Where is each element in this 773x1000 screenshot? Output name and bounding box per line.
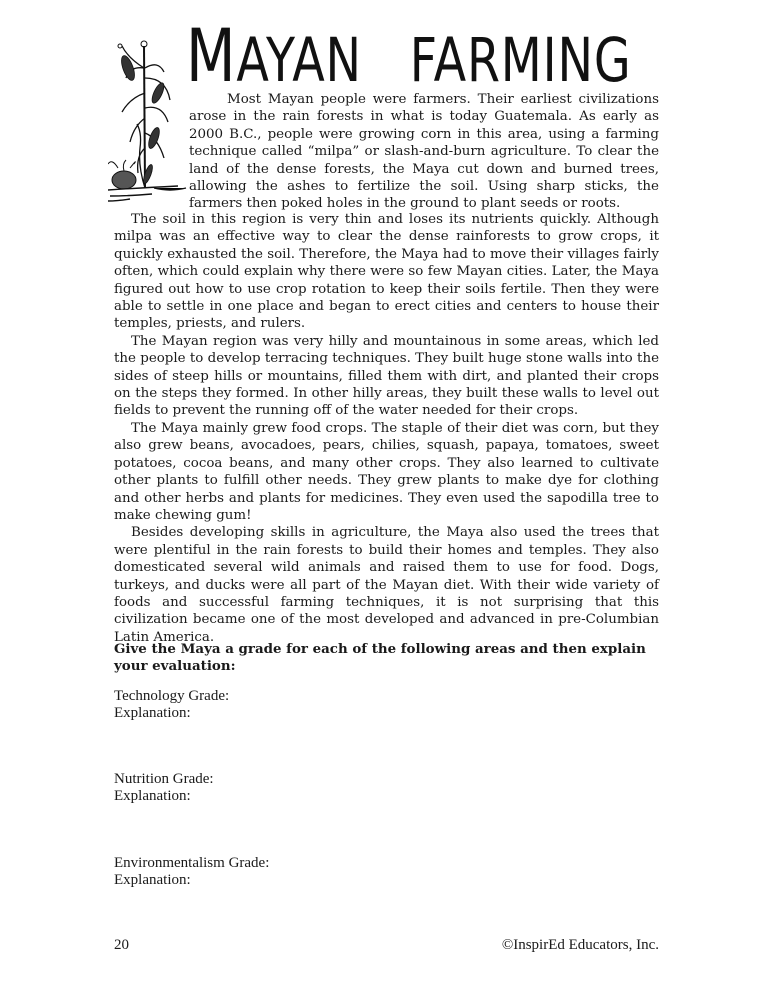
- technology-grade-section: [114, 688, 514, 722]
- intro-paragraph-text: Most Mayan people were farmers. Their earliest civilizations arose in the rain forests in what is today Guatemala. As early as 2000 B.C., people were growing corn in this area, using a farming technique called “milpa” or slash-and-burn agriculture. To clear the land of the dense forests, the Maya cut down and burned trees, allowing the ashes to fertilize the soil. Using sharp sticks, the farmers then poked holes in the ground to plant seeds or roots.: [189, 92, 659, 212]
- environmentalism-grade-section: [114, 855, 514, 889]
- title-word-farming: ARMING: [433, 24, 632, 96]
- paragraph-soil: The soil in this region is very thin and loses its nutrients quickly. Although milpa was an effective way to clear the dense rainforests to grow crops, it quickly exhausted the soil. Therefore, the Maya had to move their villages fairly often, which could explain why there were so few Mayan cities. Later, the Maya figured out how to use crop rotation to keep their soils fertile. Then they were able to settle in one place and began to erect cities and centers to house their temples, priests, and rulers.: [114, 212, 659, 332]
- technology-explanation-label: Explanation:: [114, 705, 191, 721]
- title-word-mayan: AYAN: [236, 24, 362, 96]
- nutrition-explanation-label: Explanation:: [114, 788, 191, 804]
- paragraph-crops: The Maya mainly grew food crops. The staple of their diet was corn, but they also grew beans, avocadoes, pears, chilies, squash, papaya, tomatoes, sweet potatoes, cocoa beans, and many other crops. They also learned to cultivate other plants to fulfill other needs. They grew plants to make dye for clothing and other herbs and plants for medicines. They even used the sapodilla tree to make chewing gum!: [114, 420, 659, 523]
- corn-stalk-icon: [108, 38, 192, 204]
- title-initial-f: F: [409, 24, 434, 96]
- title-initial-m: M: [186, 12, 237, 99]
- assignment-prompt: Give the Maya a grade for each of the following areas and then explain your evaluation:: [114, 641, 646, 675]
- environmentalism-explanation-label: Explanation:: [114, 872, 191, 888]
- nutrition-grade-label: Nutrition Grade:: [114, 771, 214, 787]
- page-number: 20: [114, 937, 129, 953]
- page-title: [186, 12, 632, 99]
- environmentalism-grade-label: Environmentalism Grade:: [114, 855, 270, 871]
- paragraph-terracing: The Mayan region was very hilly and mountainous in some areas, which led the people to develop terracing techniques. They built huge stone walls into the sides of steep hills or mountains, filled them with dirt, and planted their crops on the steps they formed. In other hilly areas, they built these walls to level out fields to prevent the running off of the water needed for their crops.: [114, 333, 659, 419]
- nutrition-grade-section: [114, 771, 514, 805]
- intro-paragraph: [189, 91, 659, 213]
- technology-grade-label: Technology Grade:: [114, 688, 230, 704]
- copyright-notice: ©InspirEd Educators, Inc.: [501, 937, 659, 953]
- main-text: [114, 211, 659, 646]
- paragraph-trees-animals: Besides developing skills in agriculture, the Maya also used the trees that were plentiful in the rain forests to build their homes and temples. They also domesticated several wild animals and raised them to use for food. Dogs, turkeys, and ducks were all part of the Mayan diet. With their wide variety of foods and successful farming techniques, it is not surprising that this civilization became one of the most developed and advanced in pre-Columbian Latin America.: [114, 525, 659, 645]
